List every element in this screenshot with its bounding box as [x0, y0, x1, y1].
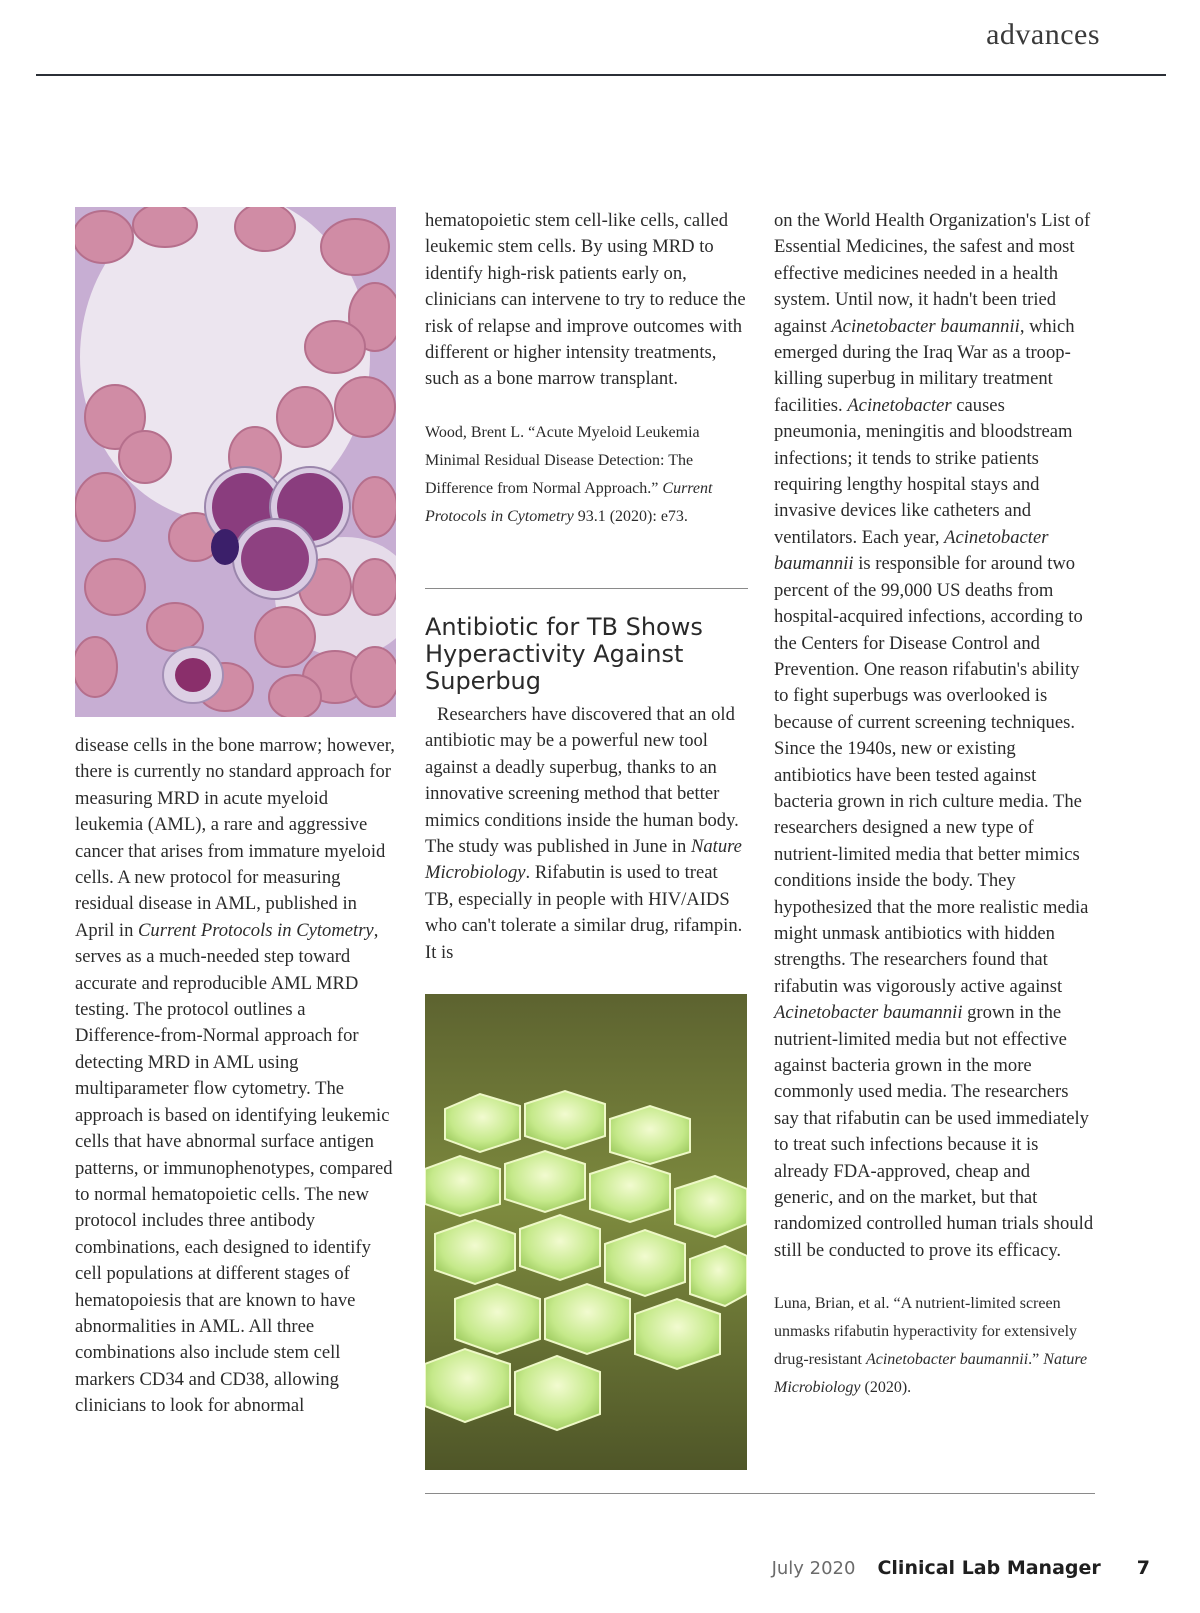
column-2 [425, 208, 750, 531]
body-part-5: grown in the nutrient-limited media but not effective against bacteria grown in the more commonly used media. The researchers say that rifabutin can be used immediately to treat such infections because it is already FDA-approved, cheap and generic, and on the market, but that randomized controlled human trials should still be conducted to prove its efficacy. [774, 1002, 1094, 1261]
species-name: Acinetobacter baumannii [831, 315, 1020, 337]
page-footer [772, 1557, 1150, 1579]
genus-name: Acinetobacter [847, 394, 952, 416]
wood-citation [425, 419, 750, 531]
aml-body-continued: hematopoietic stem cell-like cells, called leukemic stem cells. By using MRD to identify high-risk patients early on, clinicians can intervene to try to reduce the risk of relapse and improve outcomes with different or higher intensity treatments, such as a bone marrow transplant. [425, 210, 746, 390]
body-part-3: causes pneumonia, meningitis and bloodstream infections; it tends to strike patients requiring lengthy hospital stays and invasive devices like catheters and ventilators. Each year, [774, 394, 1073, 548]
journal-name: Current Protocols in Cytometry [138, 919, 374, 941]
luna-citation-journal: Nature Microbiology [774, 1351, 1088, 1397]
column-1 [75, 733, 395, 1420]
column-2-article [425, 702, 750, 966]
bottom-divider [425, 1493, 1095, 1494]
page-number: 7 [1136, 1557, 1150, 1579]
luna-citation-species: Acinetobacter baumannii [865, 1351, 1029, 1369]
species-name: Acinetobacter baumannii [774, 1002, 963, 1024]
body-part-2: , which emerged during the Iraq War as a troop-killing superbug in military treatment facilities. [774, 315, 1075, 416]
aml-body-text [75, 733, 395, 1420]
lead-text-start: Researchers have discovered that an old antibiotic may be a powerful new tool against a deadly superbug, thanks to an innovative screening method that better mimics conditions inside the human body. The study was published in June in [425, 704, 739, 858]
rifabutin-lead-paragraph [425, 702, 750, 966]
luna-citation [774, 1290, 1094, 1402]
magazine-name: Clinical Lab Manager [877, 1557, 1101, 1579]
lead-text-end: . Rifabutin is used to treat TB, especially in people with HIV/AIDS who can't tolerate a similar drug, rifampin. It is [425, 862, 743, 963]
body-part-4: is responsible for around two percent of the 99,000 US deaths from hospital-acquired infections, according to the Centers for Disease Control and Prevention. One reason rifabutin's ability to fight superbugs was overlooked is because of current screening techniques. Since the 1940s, new or existing antibiotics have been tested against bacteria grown in rich culture media. The researchers designed a new type of nutrient-limited media that better mimics conditions inside the body. They hypothesized that the more realistic media might unmask antibiotics with hidden strengths. The researchers found that rifabutin was vigorously active against [774, 553, 1089, 997]
wood-citation-tail: 93.1 (2020): e73. [573, 507, 688, 525]
bacteria-illustration [425, 994, 747, 1470]
section-divider [425, 588, 748, 589]
issue-date: July 2020 [771, 1558, 856, 1579]
wood-citation-journal: Current Protocols in Cytometry [425, 479, 713, 525]
header-rule [36, 74, 1166, 76]
bone-marrow-micrograph [75, 207, 396, 717]
aml-body-text-end: , serves as a much-needed step toward accurate and reproducible AML MRD testing. The protocol outlines a Difference-from-Normal approach for detecting MRD in AML using multiparameter flow cytometry. The approach is based on identifying leukemic cells that have abnormal surface antigen patterns, or immunophenotypes, compared to normal hematopoietic cells. The new protocol includes three antibody combinations, each designed to identify cell populations at different stages of hematopoiesis that are known to have abnormalities in AML. All three combinations also include stem cell markers CD34 and CD38, allowing clinicians to look for abnormal [75, 919, 393, 1417]
article-headline: Antibiotic for TB Shows Hyperactivity Against Superbug [425, 613, 703, 695]
luna-citation-text: Luna, Brian, et al. “A nutrient-limited screen unmasks rifabutin hyperactivity for extensively drug-resistant [774, 1295, 1078, 1369]
luna-citation-middle: .” [1028, 1351, 1044, 1369]
section-label: advances [986, 18, 1100, 51]
rifabutin-body-text [774, 208, 1094, 1264]
luna-citation-tail: (2020). [860, 1379, 912, 1397]
column-3 [774, 208, 1094, 1402]
body-part-1: on the World Health Organization's List of Essential Medicines, the safest and most effective medicines needed in a health system. Until now, it hadn't been tried against [774, 210, 1091, 337]
lead-journal: Nature Microbiology [425, 836, 742, 884]
wood-citation-text: Wood, Brent L. “Acute Myeloid Leukemia Minimal Residual Disease Detection: The Difference from Normal Approach.” [425, 423, 700, 497]
aml-body-text-start: disease cells in the bone marrow; however, there is currently no standard approach for measuring MRD in acute myeloid leukemia (AML), a rare and aggressive cancer that arises from immature myeloid cells. A new protocol for measuring residual disease in AML, published in April in [75, 735, 395, 941]
species-name: Acinetobacter baumannii [774, 526, 1049, 575]
